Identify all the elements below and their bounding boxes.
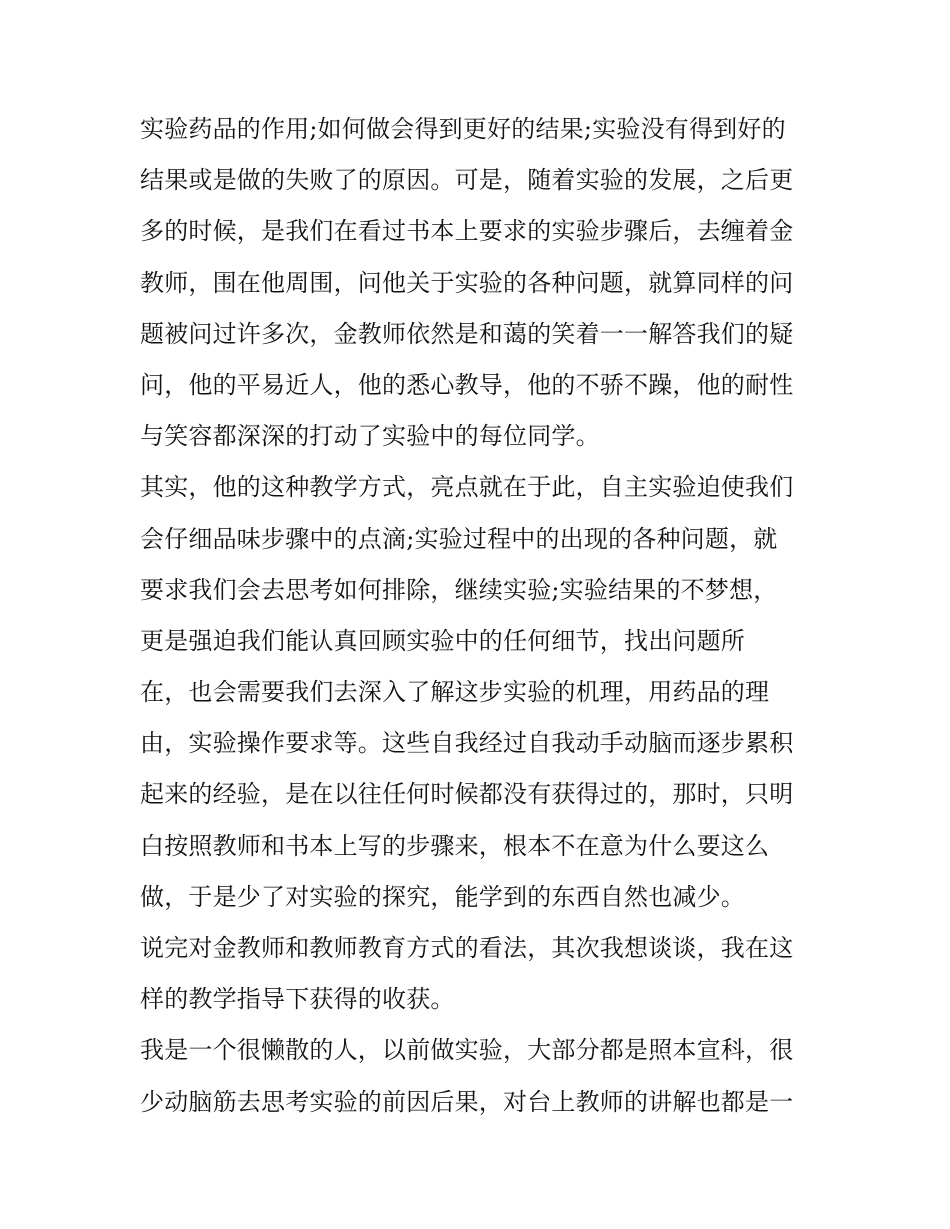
text-line-12: 在，也会需要我们去深入了解这步实验的机理，用药品的理 (140, 678, 770, 707)
text-line-7: 与笑容都深深的打动了实验中的每位同学。 (140, 422, 600, 451)
text-line-3: 多的时候，是我们在看过书本上要求的实验步骤后，去缠着金 (140, 217, 794, 246)
text-line-8: 其实，他的这种教学方式，亮点就在于此，自主实验迫使我们 (140, 473, 794, 502)
text-line-9: 会仔细品味步骤中的点滴;实验过程中的出现的各种问题，就 (140, 524, 778, 553)
text-line-19: 我是一个很懒散的人，以前做实验，大部分都是照本宣科，很 (140, 1036, 794, 1065)
text-line-18: 样的教学指导下获得的收获。 (140, 985, 455, 1014)
text-line-14: 起来的经验，是在以往任何时候都没有获得过的，那时，只明 (140, 780, 794, 809)
text-line-13: 由，实验操作要求等。这些自我经过自我动手动脑而逐步累积 (140, 729, 794, 758)
text-line-11: 更是强迫我们能认真回顾实验中的任何细节，找出问题所 (140, 626, 745, 655)
text-line-2: 结果或是做的失败了的原因。可是，随着实验的发展，之后更 (140, 166, 794, 195)
text-line-17: 说完对金教师和教师教育方式的看法，其次我想谈谈，我在这 (140, 934, 794, 962)
text-line-1: 实验药品的作用;如何做会得到更好的结果;实验没有得到好的 (140, 115, 786, 143)
body-text (140, 104, 830, 1128)
text-line-16: 做，于是少了对实验的探究，能学到的东西自然也减少。 (140, 882, 745, 911)
text-line-5: 题被问过许多次，金教师依然是和蔼的笑着一一解答我们的疑 (140, 319, 794, 348)
text-line-10: 要求我们会去思考如何排除，继续实验;实验结果的不梦想， (140, 575, 778, 604)
text-line-15: 白按照教师和书本上写的步骤来，根本不在意为什么要这么 (140, 831, 770, 860)
text-line-4: 教师，围在他周围，问他关于实验的各种问题，就算同样的问 (140, 268, 794, 297)
text-line-6: 问，他的平易近人，他的悉心教导，他的不骄不躁，他的耐性 (140, 370, 794, 399)
text-line-20: 少动脑筋去思考实验的前因后果，对台上教师的讲解也都是一 (140, 1087, 794, 1116)
